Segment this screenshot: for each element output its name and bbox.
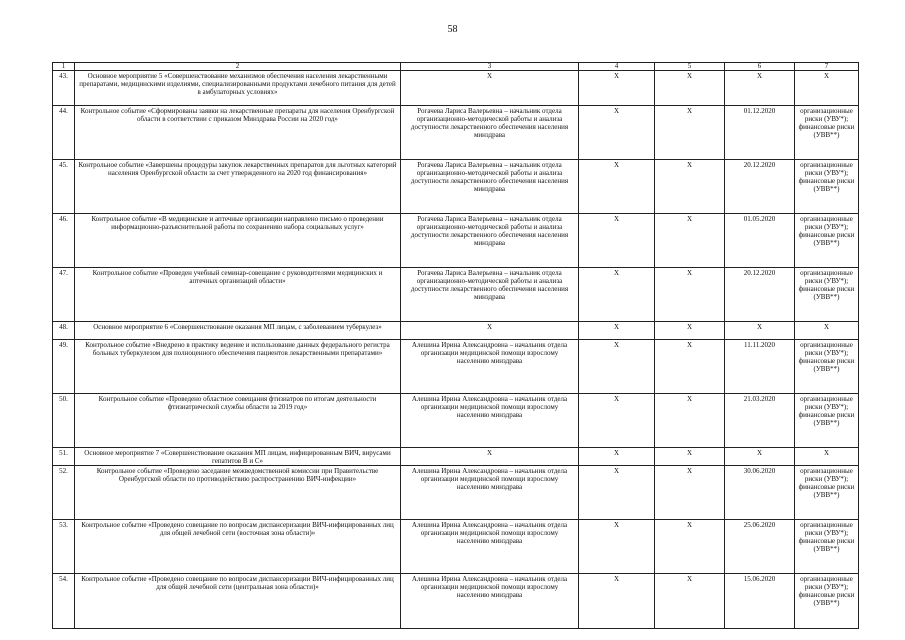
risk-cell: X [795,71,859,106]
table-row [53,106,859,160]
page-number: 58 [447,24,458,35]
responsible-cell: X [401,322,579,340]
responsible-cell: Алешина Ирина Александровна – начальник отдела организации медицинской помощи взрослому населению минздрава [401,466,579,520]
cell-col5: X [655,268,725,322]
row-number: 50. [53,394,75,448]
date-cell: 30.06.2020 [725,466,795,520]
cell-col4: X [579,466,655,520]
responsible-cell: Рогачева Лариса Валерьевна – начальник отдела организационно-методической работы и анализа доступности лекарственного обеспечения населения минздрава [401,106,579,160]
risk-cell: организационные риски (УВУ*); финансовые риски (УВВ**) [795,394,859,448]
table-row [53,160,859,214]
date-cell: 11.11.2020 [725,340,795,394]
responsible-cell: Алешина Ирина Александровна – начальник отдела организации медицинской помощи взрослому населению минздрава [401,520,579,574]
responsible-cell: Рогачева Лариса Валерьевна – начальник отдела организационно-методической работы и анализа доступности лекарственного обеспечения населения минздрава [401,214,579,268]
row-number: 47. [53,268,75,322]
table-row [53,268,859,322]
cell-col5: X [655,71,725,106]
table-row [53,574,859,629]
cell-col4: X [579,71,655,106]
event-cell: Контрольное событие «В медицинские и аптечные организации направлено письмо о проведении информационно-разъяснительной работы по сохранению набора социальных услуг» [75,214,401,268]
date-cell: X [725,448,795,466]
date-cell: 21.03.2020 [725,394,795,448]
cell-col4: X [579,448,655,466]
date-cell: X [725,71,795,106]
cell-col5: X [655,520,725,574]
cell-col5: X [655,160,725,214]
date-cell: 15.06.2020 [725,574,795,629]
responsible-cell: Алешина Ирина Александровна – начальник отдела организации медицинской помощи взрослому населению минздрава [401,574,579,629]
row-number: 49. [53,340,75,394]
date-cell: X [725,322,795,340]
column-header: 2 [75,63,401,71]
column-header: 4 [579,63,655,71]
column-header: 7 [795,63,859,71]
column-number-row [53,63,859,71]
column-header: 1 [53,63,75,71]
cell-col4: X [579,160,655,214]
table-row [53,448,859,466]
column-header: 3 [401,63,579,71]
risk-cell: организационные риски (УВУ*); финансовые риски (УВВ**) [795,466,859,520]
row-number: 44. [53,106,75,160]
cell-col4: X [579,268,655,322]
date-cell: 01.12.2020 [725,106,795,160]
event-cell: Контрольное событие «Проведено совещание по вопросам диспансеризации ВИЧ-инфицированных лиц для общей лечебной сети (центральная зона области)» [75,574,401,629]
cell-col4: X [579,214,655,268]
date-cell: 20.12.2020 [725,268,795,322]
row-number: 43. [53,71,75,106]
risk-cell: организационные риски (УВУ*); финансовые риски (УВВ**) [795,214,859,268]
date-cell: 20.12.2020 [725,160,795,214]
risk-cell: X [795,448,859,466]
event-cell: Контрольное событие «Проведено совещание по вопросам диспансеризации ВИЧ-инфицированных лиц для общей лечебной сети (восточная зона области)» [75,520,401,574]
cell-col4: X [579,394,655,448]
program-plan-table [52,62,859,629]
event-cell: Основное мероприятие 5 «Совершенствование механизмов обеспечения населения лекарственными препаратами, медицинскими изделиями, специализированными продуктами лечебного питания для детей в амбулаторных условиях» [75,71,401,106]
responsible-cell: X [401,71,579,106]
cell-col5: X [655,466,725,520]
risk-cell: организационные риски (УВУ*); финансовые риски (УВВ**) [795,160,859,214]
date-cell: 25.06.2020 [725,520,795,574]
responsible-cell: Алешина Ирина Александровна – начальник отдела организации медицинской помощи взрослому населению минздрава [401,394,579,448]
table-row [53,214,859,268]
cell-col5: X [655,322,725,340]
date-cell: 01.05.2020 [725,214,795,268]
responsible-cell: Рогачева Лариса Валерьевна – начальник отдела организационно-методической работы и анализа доступности лекарственного обеспечения населения минздрава [401,268,579,322]
table-row [53,466,859,520]
cell-col4: X [579,340,655,394]
cell-col4: X [579,520,655,574]
table-row [53,340,859,394]
risk-cell: организационные риски (УВУ*); финансовые риски (УВВ**) [795,340,859,394]
event-cell: Контрольное событие «Проведено областное совещания фтизиатров по итогам деятельности фтизиатрической службы области за 2019 год» [75,394,401,448]
event-cell: Контрольное событие «Внедрено в практику ведение и использование данных федерального регистра больных туберкулезом для полноценного обеспечения пациентов лекарственными препаратами» [75,340,401,394]
row-number: 53. [53,520,75,574]
cell-col4: X [579,574,655,629]
responsible-cell: Рогачева Лариса Валерьевна – начальник отдела организационно-методической работы и анализа доступности лекарственного обеспечения населения минздрава [401,160,579,214]
risk-cell: X [795,322,859,340]
risk-cell: организационные риски (УВУ*); финансовые риски (УВВ**) [795,520,859,574]
row-number: 51. [53,448,75,466]
table-row [53,520,859,574]
cell-col4: X [579,106,655,160]
cell-col5: X [655,574,725,629]
event-cell: Контрольное событие «Проведено заседание межведомственной комиссии при Правительстве Оренбургской области по противодействию распространению ВИЧ-инфекции» [75,466,401,520]
risk-cell: организационные риски (УВУ*); финансовые риски (УВВ**) [795,106,859,160]
cell-col5: X [655,448,725,466]
cell-col5: X [655,340,725,394]
column-header: 6 [725,63,795,71]
row-number: 45. [53,160,75,214]
cell-col4: X [579,322,655,340]
event-cell: Контрольное событие «Проведен учебный семинар-совещание с руководителями медицинских и аптечных организаций области» [75,268,401,322]
risk-cell: организационные риски (УВУ*); финансовые риски (УВВ**) [795,574,859,629]
event-cell: Основное мероприятие 7 «Совершенствование оказания МП лицам, инфицированным ВИЧ, вирусами гепатитов В и С» [75,448,401,466]
row-number: 52. [53,466,75,520]
event-cell: Контрольное событие «Завершены процедуры закупок лекарственных препаратов для льготных категорий населения Оренбургской области за счет утвержденного на 2020 год финансирования» [75,160,401,214]
cell-col5: X [655,214,725,268]
table-row [53,322,859,340]
responsible-cell: X [401,448,579,466]
event-cell: Основное мероприятие 6 «Совершенствование оказания МП лицам, с заболеванием туберкулез» [75,322,401,340]
cell-col5: X [655,394,725,448]
cell-col5: X [655,106,725,160]
event-cell: Контрольное событие «Сформированы заявки на лекарственные препараты для населения Оренбургской области в соответствии с приказом Минздрава России на 2020 год» [75,106,401,160]
table-row [53,394,859,448]
row-number: 48. [53,322,75,340]
responsible-cell: Алешина Ирина Александровна – начальник отдела организации медицинской помощи взрослому населению минздрава [401,340,579,394]
row-number: 54. [53,574,75,629]
row-number: 46. [53,214,75,268]
risk-cell: организационные риски (УВУ*); финансовые риски (УВВ**) [795,268,859,322]
table-row [53,71,859,106]
column-header: 5 [655,63,725,71]
